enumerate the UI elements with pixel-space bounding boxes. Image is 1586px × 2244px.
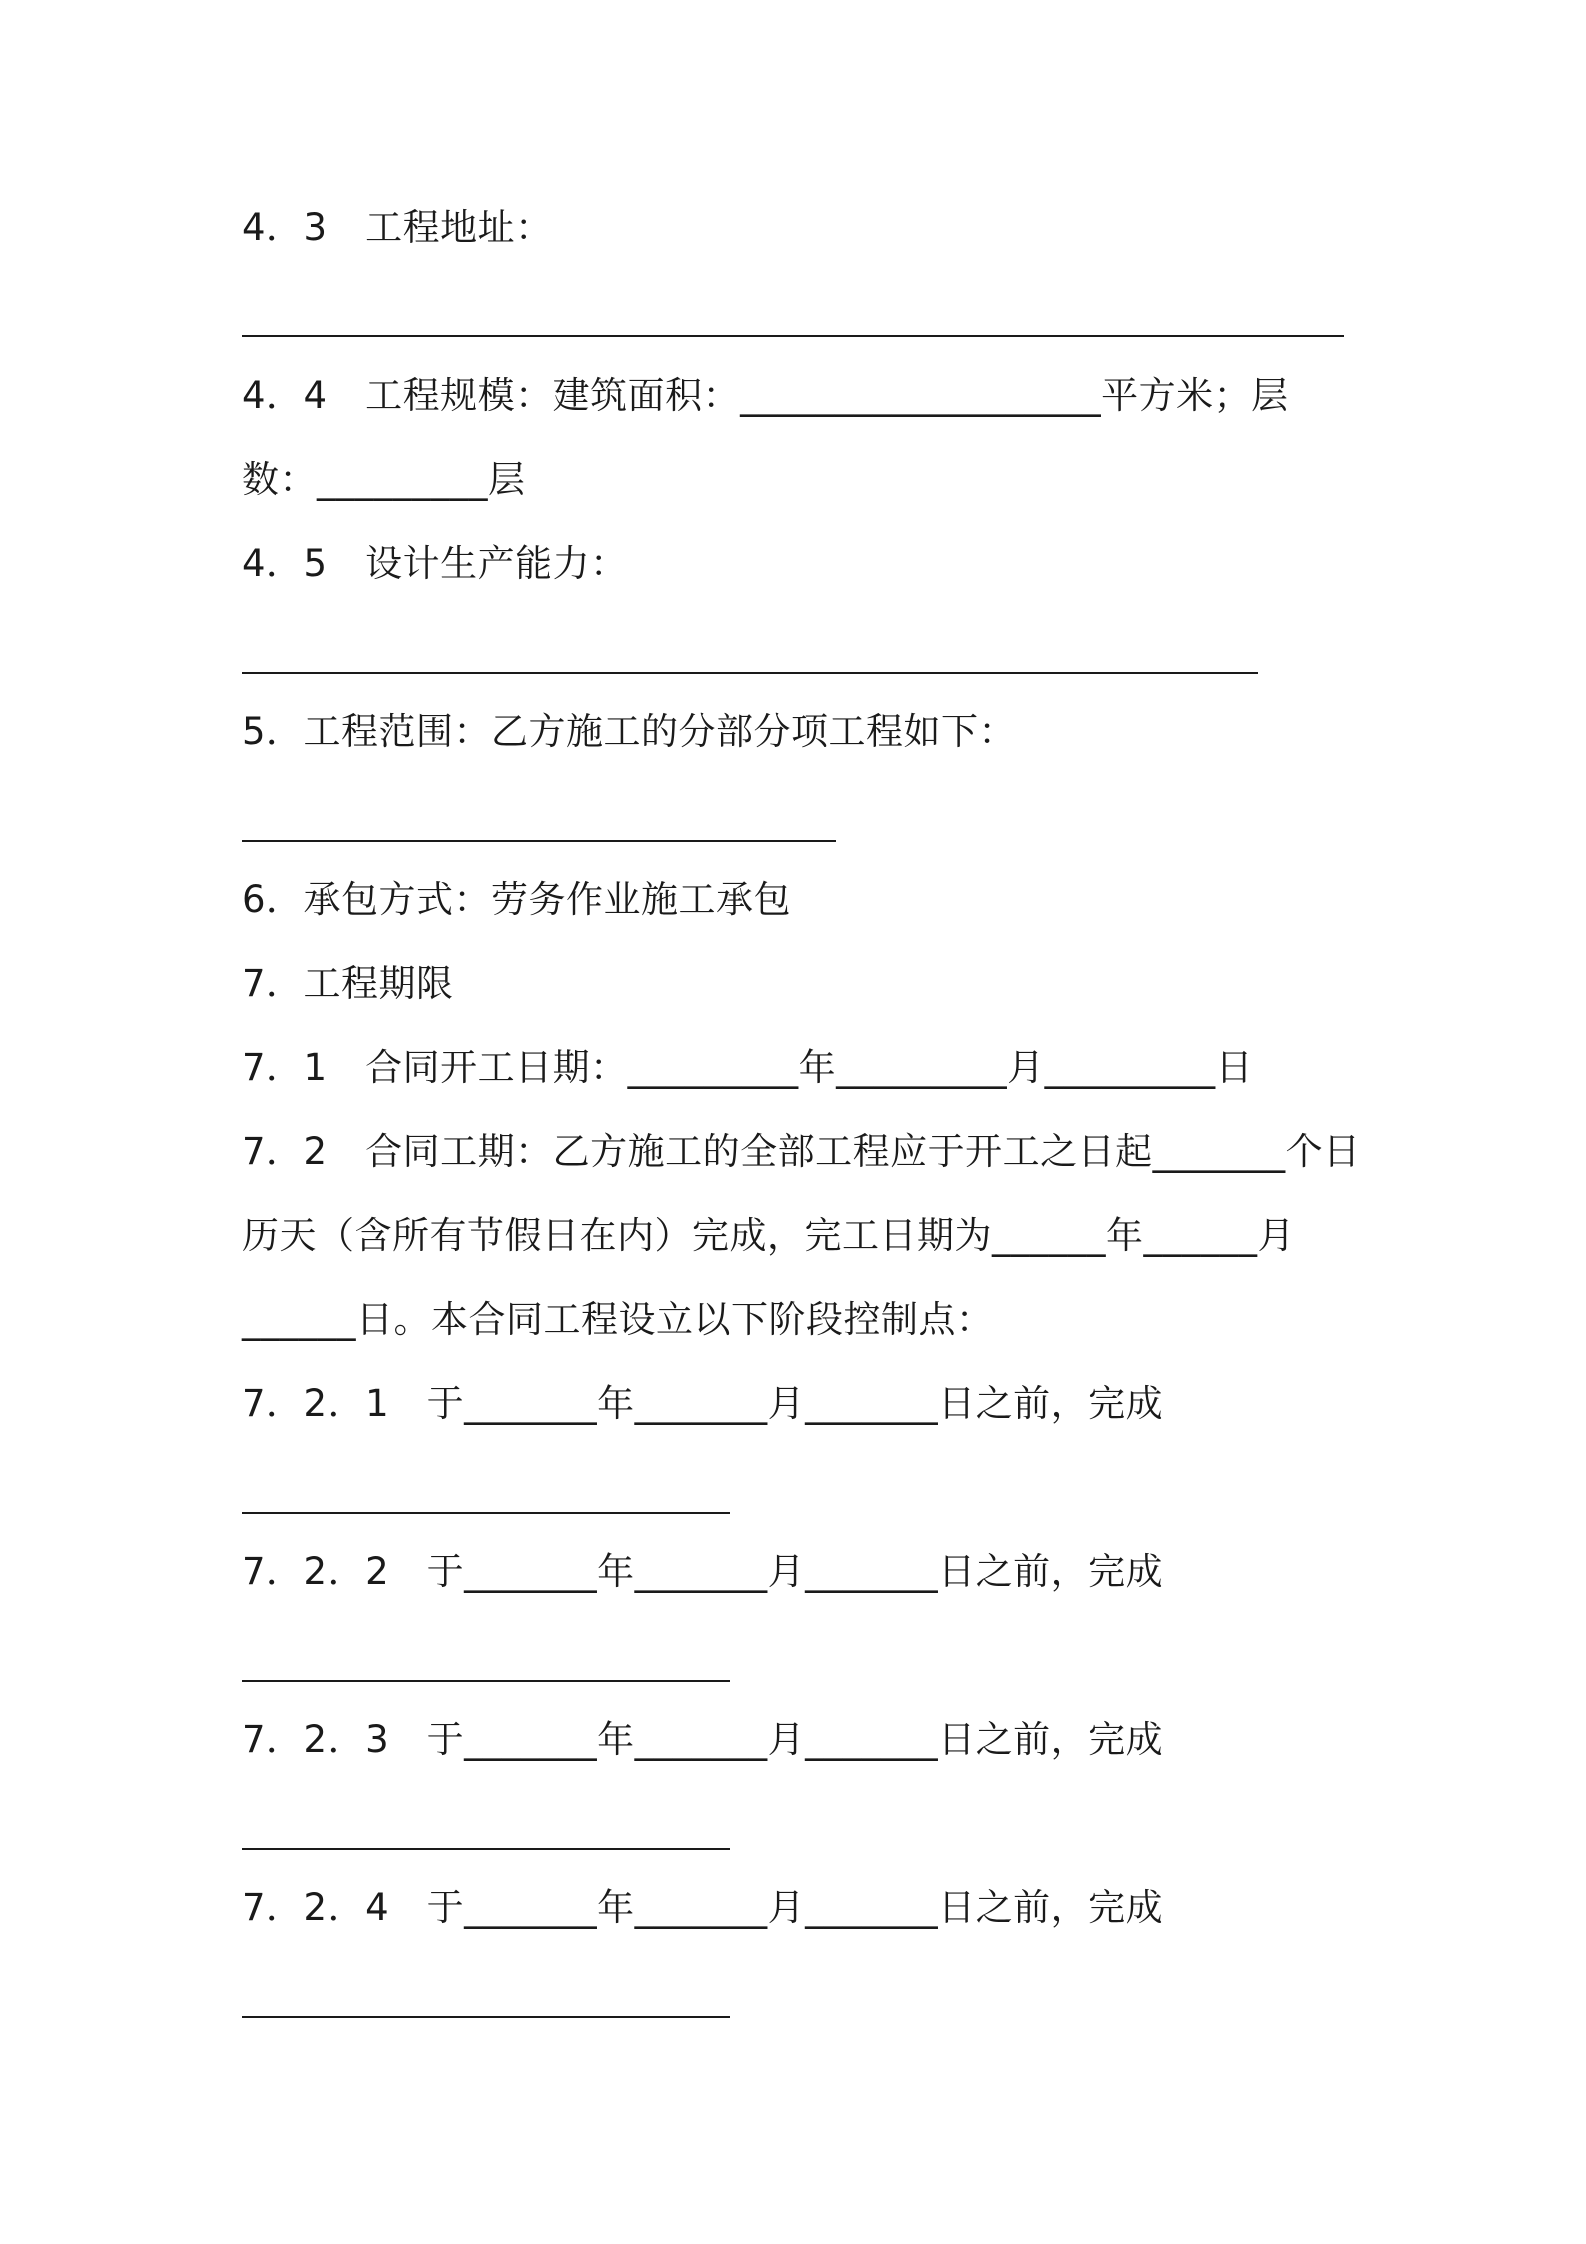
fill-in-line <box>242 2016 730 2018</box>
clause-4-3-project-address: 4．3 工程地址： <box>242 206 553 249</box>
clause-7-2-2: 7．2．2 于_______年_______月_______日之前，完成 <box>242 1550 1164 1593</box>
fill-in-line <box>242 1848 730 1850</box>
fill-in-line <box>242 840 836 842</box>
clause-7-2-4: 7．2．4 于_______年_______月_______日之前，完成 <box>242 1886 1164 1929</box>
clause-4-5-design-capacity: 4．5 设计生产能力： <box>242 542 628 585</box>
fill-in-line <box>242 335 1344 337</box>
clause-7-2-duration-cont: 历天（含所有节假日在内）完成，完工日期为______年______月 <box>242 1214 1295 1257</box>
fill-in-line <box>242 1680 730 1682</box>
clause-6-contract-method: 6．承包方式：劳务作业施工承包 <box>242 878 792 921</box>
clause-4-4-project-scale: 4．4 工程规模：建筑面积：___________________平方米；层 <box>242 374 1289 417</box>
clause-7-2-duration: 7．2 合同工期：乙方施工的全部工程应于开工之日起_______个日 <box>242 1130 1361 1173</box>
clause-7-2-milestones-intro: ______日。本合同工程设立以下阶段控制点： <box>242 1298 994 1341</box>
clause-7-2-3: 7．2．3 于_______年_______月_______日之前，完成 <box>242 1718 1164 1761</box>
fill-in-line <box>242 672 1258 674</box>
clause-4-4-floors: 数：_________层 <box>242 458 526 501</box>
clause-5-scope: 5．工程范围：乙方施工的分部分项工程如下： <box>242 710 1017 753</box>
clause-7-1-start-date: 7．1 合同开工日期：_________年_________月_________日 <box>242 1046 1254 1089</box>
fill-in-line <box>242 1512 730 1514</box>
clause-7-heading: 7．工程期限 <box>242 962 454 1005</box>
clause-7-2-1: 7．2．1 于_______年_______月_______日之前，完成 <box>242 1382 1164 1425</box>
